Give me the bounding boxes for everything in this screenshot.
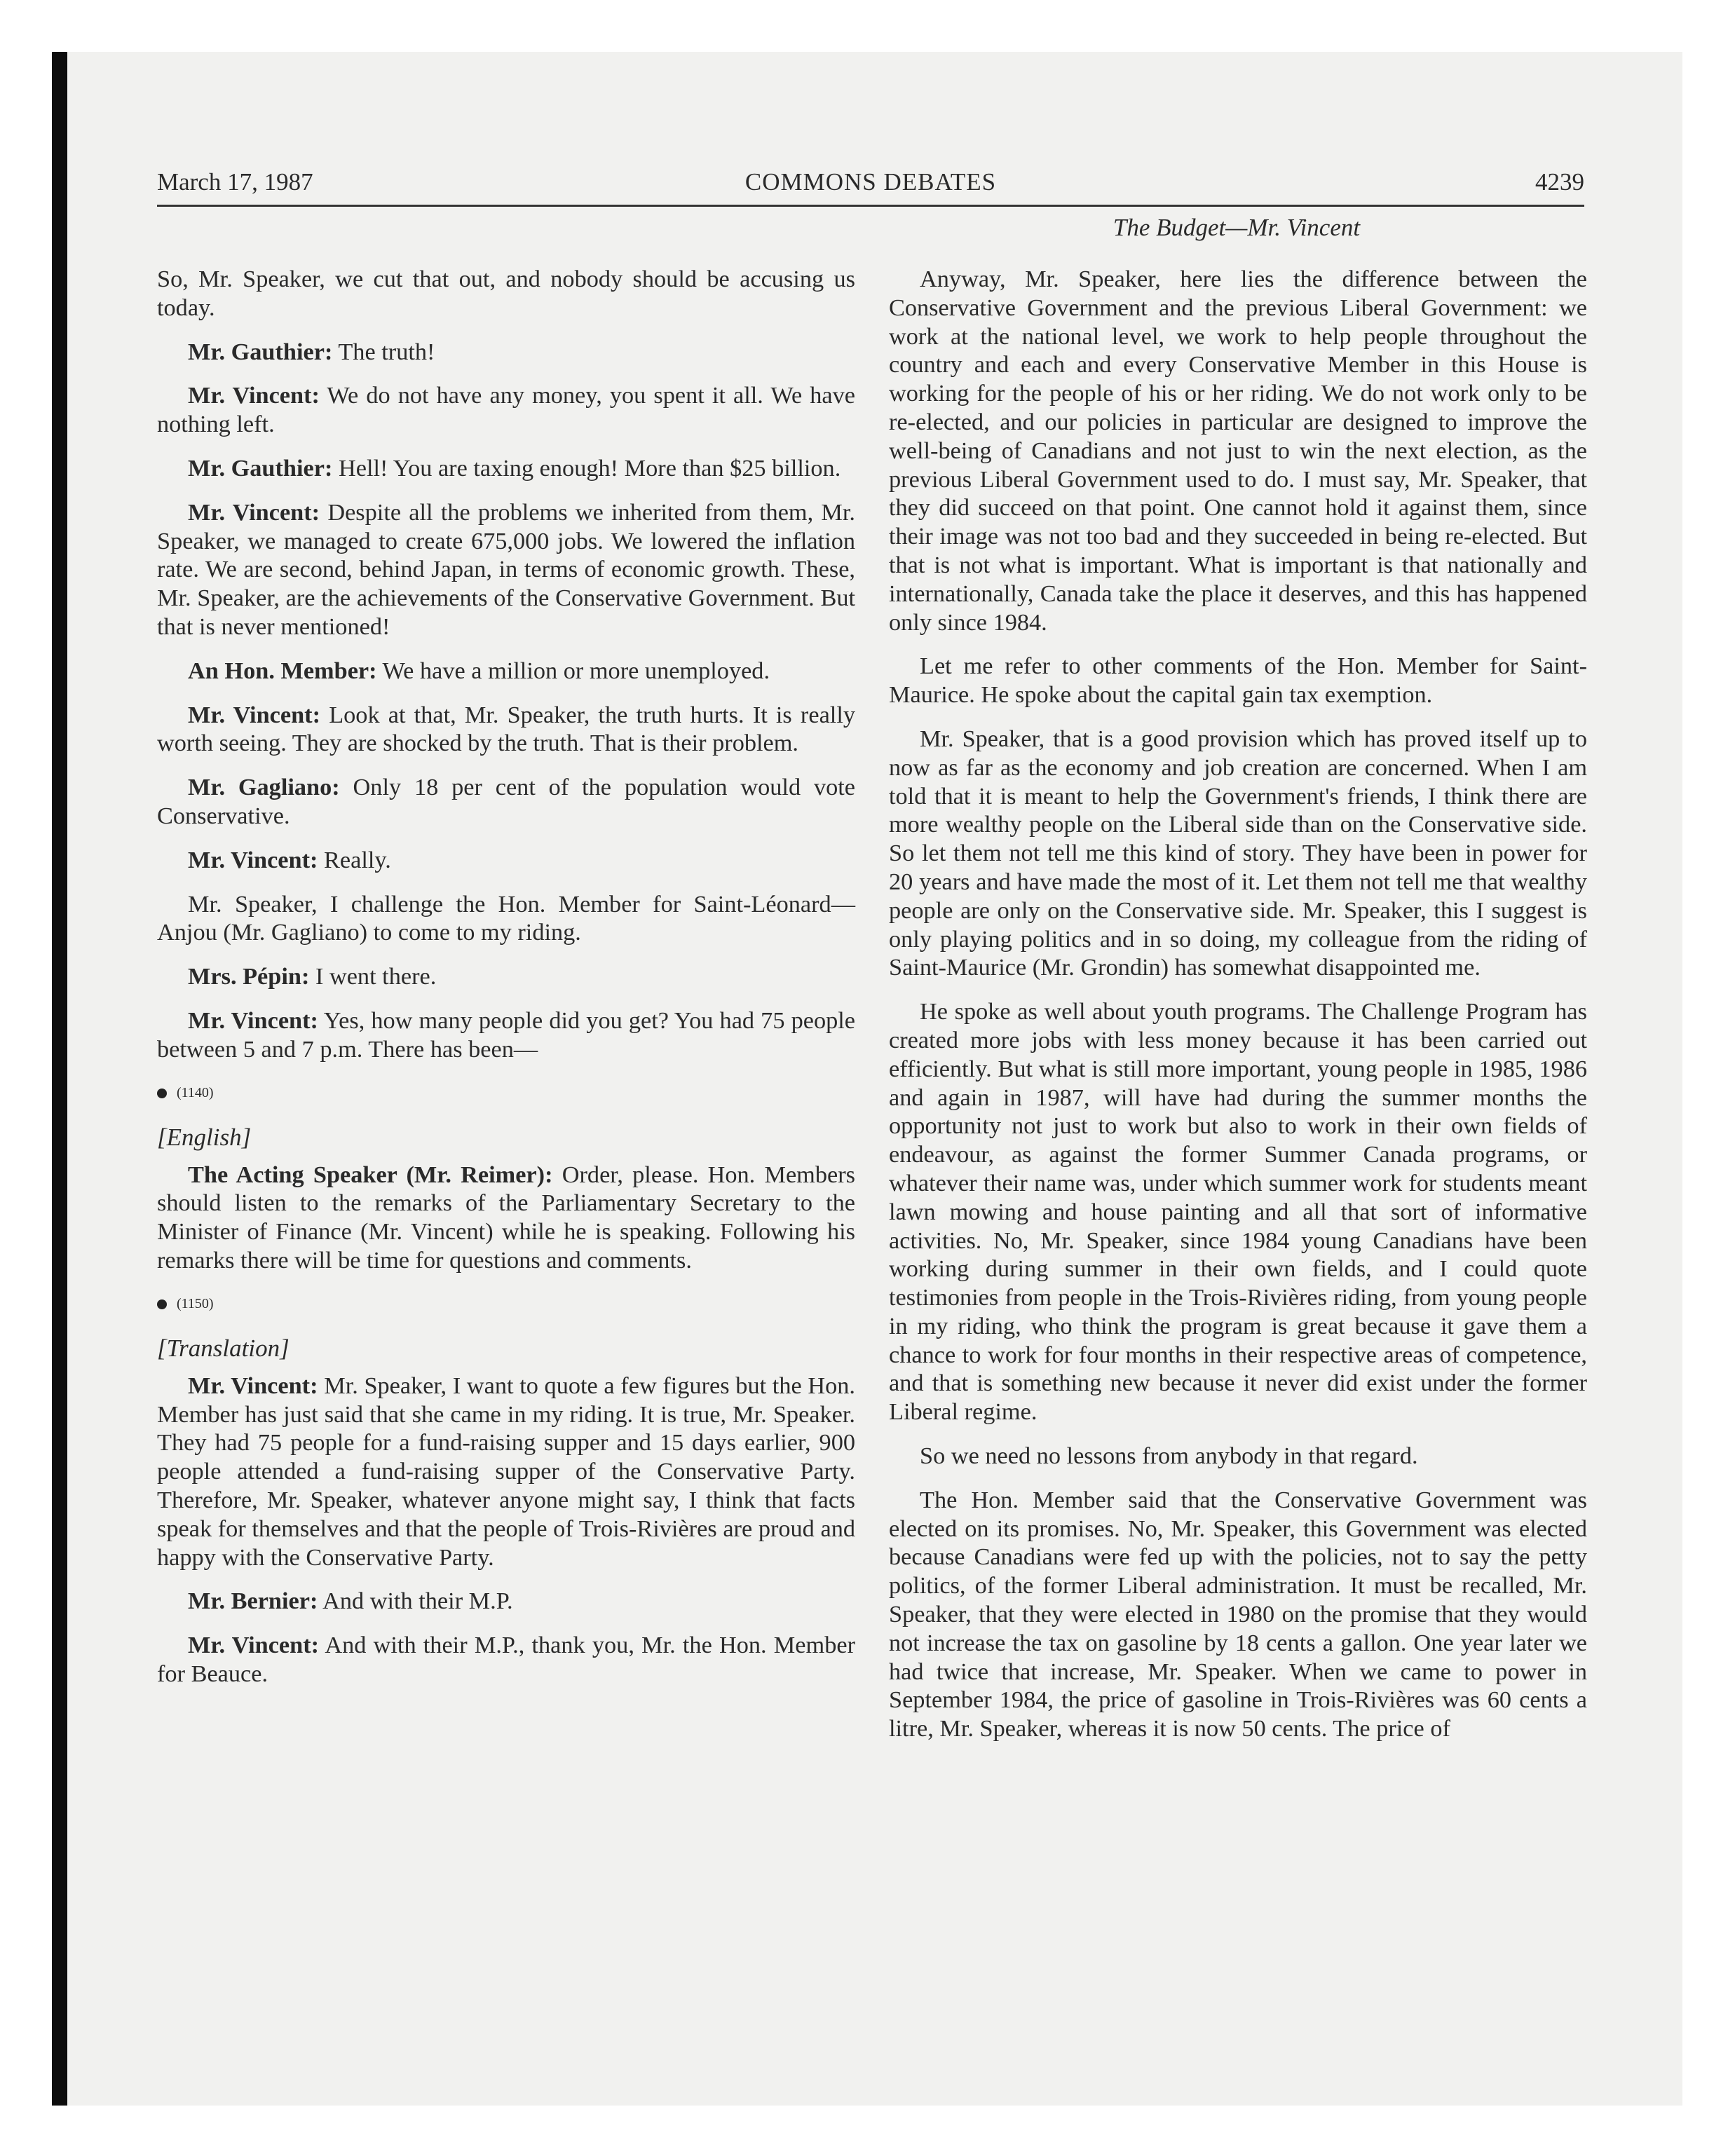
right-column xyxy=(889,265,1587,1759)
speech-text: Mr. Speaker, I want to quote a few figures but the Hon. Member has just said that she came in my riding. It is true, Mr. Speaker. They had 75 people for a fund-raising supper and 15 days earlier, 900 people attended a fund-raising supper of the Conservative Party. Therefore, Mr. Speaker, whatever anyone might say, I think that facts speak for themselves and that the people of Trois-Rivières are proud and happy with the Conservative Party. xyxy=(157,1372,855,1571)
speech-paragraph xyxy=(157,773,855,831)
time-marker xyxy=(157,1082,855,1103)
paragraph: Anyway, Mr. Speaker, here lies the difference between the Conservative Government and the previous Liberal Government: we work at the national level, we work to help people throughout the country and each and every Conservative Member in this House is working for the people of his or her riding. We do not work only to be re-elected, and our policies in particular are designed to improve the well-being of Canadians and not just to win the next election, as the previous Liberal Government used to do. I must say, Mr. Speaker, that they did succeed on that point. One cannot hold it against them, since their image was not too bad and they succeeded in being re-elected. But that is not what is important. What is important is that nationally and internationally, Canada take the place it deserves, and this has happened only since 1984. xyxy=(889,266,1587,636)
paragraph: Mr. Speaker, I challenge the Hon. Member for Saint-Léonard—Anjou (Mr. Gagliano) to come to my riding. xyxy=(157,890,855,946)
speech-text: Despite all the problems we inherited from them, Mr. Speaker, we managed to create 675,000 jobs. We lowered the inflation rate. We are second, behind Japan, in terms of economic growth. These, Mr. Speaker, are the achievements of the Conservative Government. But that is never mentioned! xyxy=(157,498,856,640)
speaker-name: Mr. Vincent: xyxy=(188,701,321,728)
speech-text: Really. xyxy=(318,846,391,873)
speech-text: We have a million or more unemployed. xyxy=(376,657,770,684)
speech-text: Yes, how many people did you get? You had 75 people between 5 and 7 p.m. There has been— xyxy=(157,1007,855,1063)
header-date: March 17, 1987 xyxy=(157,168,313,196)
speech-paragraph xyxy=(157,846,855,875)
speech-text: And with their M.P. xyxy=(318,1588,513,1615)
speech-text: Hell! You are taxing enough! More than $25 billion. xyxy=(332,454,841,482)
page-header xyxy=(157,165,1584,207)
speech-paragraph xyxy=(157,1631,855,1688)
paragraph: So, Mr. Speaker, we cut that out, and nobody should be accusing us today. xyxy=(157,266,855,321)
time-marker xyxy=(157,1293,855,1314)
speech-paragraph xyxy=(157,498,855,641)
paragraph: He spoke as well about youth programs. The Challenge Program has created more jobs with less money because it has been carried out efficiently. But what is still more important, young people in 1985, 1986 and again in 1987, will have had during the summer months the opportunity not just to work but also to work in their own fields of endeavour, as against the former Summer Canada programs, or whatever their name was, under which summer work for students meant lawn mowing and house painting and all that sort of informative activities. No, Mr. Speaker, since 1984 young Canadians have been working during summer in their own fields, and I could quote testimonies from people in the Trois-Rivières riding, from young people in my riding, who think the program is great because it gave them a chance to work for four months in their respective areas of competence, and that is something new because it never did exist under the former Liberal regime. xyxy=(889,998,1587,1426)
bullet-icon xyxy=(157,1089,167,1098)
speech-paragraph xyxy=(157,454,855,483)
speaker-name: Mr. Vincent: xyxy=(188,846,318,873)
speech-paragraph xyxy=(157,381,855,439)
speech-paragraph xyxy=(157,1587,855,1616)
speech-text: And with their M.P., thank you, Mr. the Hon. Member for Beauce. xyxy=(157,1632,855,1687)
speech-text: Look at that, Mr. Speaker, the truth hurts. It is really worth seeing. They are shocked by the truth. That is their problem. xyxy=(157,701,856,757)
speech-paragraph xyxy=(157,338,855,367)
bullet-icon xyxy=(157,1299,167,1309)
paragraph: Let me refer to other comments of the Hon. Member for Saint-Maurice. He spoke about the capital gain tax exemption. xyxy=(889,653,1587,709)
speaker-name: Mr. Vincent: xyxy=(188,382,320,409)
header-title: COMMONS DEBATES xyxy=(744,168,997,196)
speech-text: The truth! xyxy=(332,338,435,365)
paragraph: The Hon. Member said that the Conservative Government was elected on its promises. No, Mr. Speaker, this Government was elected because Canadians were fed up with the policies, not to say the petty politics, of the former Liberal administration. It must be recalled, Mr. Speaker, that they were elected in 1980 on the promise that they would not increase the tax on gasoline by 18 cents a gallon. One year later we had twice that increase, Mr. Speaker. When we came to power in September 1984, the price of gasoline in Trois-Rivières was 60 cents a litre, Mr. Speaker, whereas it is now 50 cents. The price of xyxy=(889,1486,1587,1742)
speech-paragraph xyxy=(157,962,855,991)
language-label: [Translation] xyxy=(157,1334,290,1362)
running-head: The Budget—Mr. Vincent xyxy=(1113,214,1361,241)
time-marker-text: (1150) xyxy=(177,1295,214,1311)
speech-paragraph xyxy=(157,1161,855,1275)
speech-text: Only 18 per cent of the population would vote Conservative. xyxy=(157,774,855,829)
speech-paragraph xyxy=(157,1372,855,1572)
speaker-name: Mr. Gagliano: xyxy=(188,774,340,801)
speaker-name: Mr. Bernier: xyxy=(188,1588,318,1615)
speaker-name: Mr. Vincent: xyxy=(188,1632,320,1659)
header-page-number: 4239 xyxy=(1535,168,1584,196)
speech-text: We do not have any money, you spent it all. We have nothing left. xyxy=(157,382,855,438)
language-label: [English] xyxy=(157,1123,252,1151)
speaker-name: Mr. Vincent: xyxy=(188,1007,318,1034)
speech-paragraph xyxy=(157,657,855,685)
paragraph: Mr. Speaker, that is a good provision which has proved itself up to now as far as the economy and job creation are concerned. When I am told that it is meant to help the Government's friends, I think there are more wealthy people on the Liberal side than on the Conservative side. So let them not tell me this kind of story. They have been in power for 20 years and have made the most of it. Let them not tell me that wealthy people are only on the Conservative side. Mr. Speaker, this I suggest is only playing politics and in so doing, my colleague from the riding of Saint-Maurice (Mr. Grondin) has somewhat disappointed me. xyxy=(889,725,1587,981)
speaker-name: Mr. Gauthier: xyxy=(188,338,333,365)
paragraph: So we need no lessons from anybody in that regard. xyxy=(920,1442,1418,1470)
speaker-name: The Acting Speaker (Mr. Reimer): xyxy=(188,1161,553,1188)
speaker-name: Mrs. Pépin: xyxy=(188,963,310,990)
speaker-name: Mr. Vincent: xyxy=(188,498,320,526)
speaker-name: Mr. Vincent: xyxy=(188,1372,318,1399)
speech-paragraph xyxy=(157,701,855,758)
speaker-name: An Hon. Member: xyxy=(188,657,377,684)
speech-text: I went there. xyxy=(309,963,437,990)
speech-paragraph xyxy=(157,1007,855,1064)
binding-edge xyxy=(52,52,67,2106)
speech-text: Order, please. Hon. Members should listen to the remarks of the Parliamentary Secretary to the Minister of Finance (Mr. Vincent) while he is speaking. Following his remarks there will be time for questions and comments. xyxy=(157,1161,855,1274)
time-marker-text: (1140) xyxy=(177,1084,214,1100)
left-column xyxy=(157,265,855,1704)
speaker-name: Mr. Gauthier: xyxy=(188,454,333,482)
